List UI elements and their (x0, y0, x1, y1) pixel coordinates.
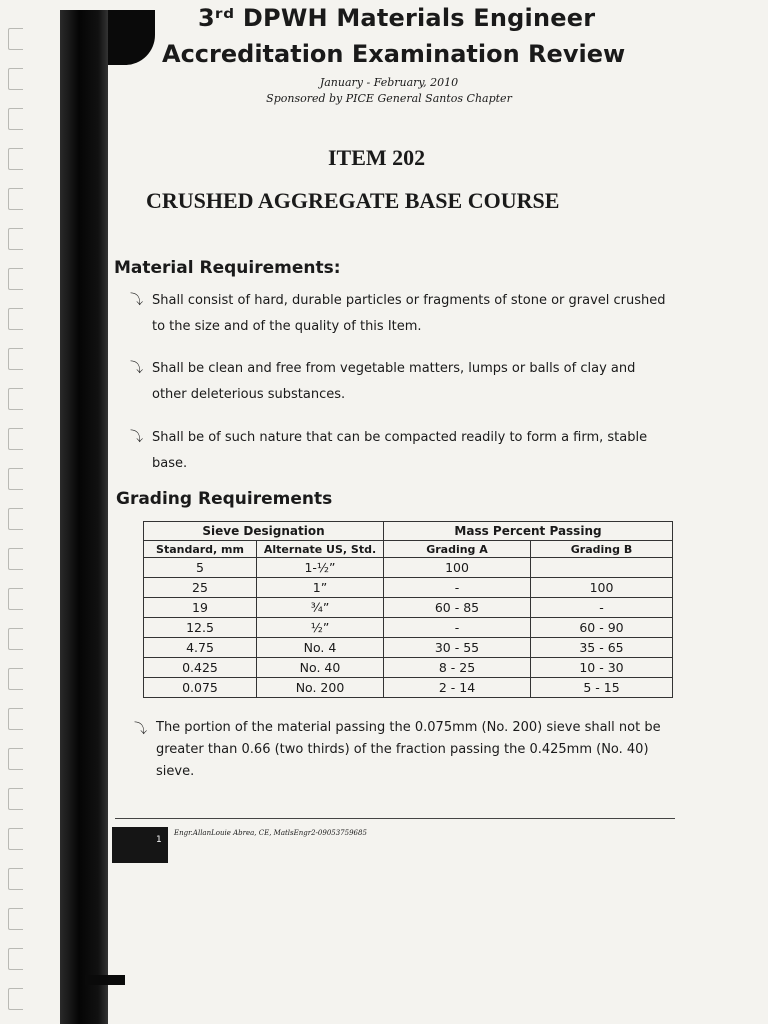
standard-cell: 12.5 (144, 618, 257, 638)
grading-b-cell (531, 558, 673, 578)
standard-mm-header: Standard, mm (144, 541, 257, 558)
alternate-cell: No. 200 (257, 678, 384, 698)
material-requirements-heading: Material Requirements: (114, 258, 341, 278)
arrow-bullet-icon: ⤵ (130, 430, 144, 445)
header-date: January - February, 2010 (319, 76, 459, 89)
grading-b-cell: 60 - 90 (531, 618, 673, 638)
header-line-1: 3ʳᵈ DPWH Materials Engineer (198, 4, 596, 32)
binding-spine (60, 10, 108, 1024)
alternate-cell: 1” (257, 578, 384, 598)
standard-cell: 0.425 (144, 658, 257, 678)
binding-holes (8, 20, 30, 1020)
grading-a-cell: 30 - 55 (384, 638, 531, 658)
standard-cell: 5 (144, 558, 257, 578)
grading-a-cell: 2 - 14 (384, 678, 531, 698)
alternate-cell: ¾” (257, 598, 384, 618)
mass-percent-passing-header: Mass Percent Passing (384, 522, 673, 541)
footer-rule (115, 818, 675, 819)
grading-b-cell: 10 - 30 (531, 658, 673, 678)
grading-b-cell: 5 - 15 (531, 678, 673, 698)
table-row (144, 558, 673, 578)
grading-a-header: Grading A (384, 541, 531, 558)
grading-b-header: Grading B (531, 541, 673, 558)
table-row (144, 658, 673, 678)
alternate-cell: ½” (257, 618, 384, 638)
grading-a-cell: 60 - 85 (384, 598, 531, 618)
alternate-us-header: Alternate US, Std. (257, 541, 384, 558)
material-bullet-text: Shall be of such nature that can be compacted readily to form a firm, stable base. (152, 430, 648, 471)
material-bullet (130, 425, 668, 477)
page-number-box (112, 827, 168, 863)
grading-b-cell: 35 - 65 (531, 638, 673, 658)
alternate-cell: No. 40 (257, 658, 384, 678)
grading-requirements-heading: Grading Requirements (116, 489, 333, 509)
grading-a-cell: 8 - 25 (384, 658, 531, 678)
table-row (144, 638, 673, 658)
standard-cell: 4.75 (144, 638, 257, 658)
header-sponsor: Sponsored by PICE General Santos Chapter (266, 92, 512, 105)
header-line-2: Accreditation Examination Review (162, 40, 626, 68)
arrow-bullet-icon: ⤵ (134, 722, 148, 737)
alternate-cell: 1-½” (257, 558, 384, 578)
standard-cell: 25 (144, 578, 257, 598)
grading-table (143, 521, 673, 698)
grading-b-cell: 100 (531, 578, 673, 598)
table-row (144, 618, 673, 638)
grading-note (134, 717, 668, 783)
table-row (144, 598, 673, 618)
material-bullet (130, 356, 668, 408)
sieve-designation-header: Sieve Designation (144, 522, 384, 541)
grading-a-cell: - (384, 578, 531, 598)
standard-cell: 0.075 (144, 678, 257, 698)
arrow-bullet-icon: ⤵ (130, 361, 144, 376)
grading-b-cell: - (531, 598, 673, 618)
table-row (144, 678, 673, 698)
table-row (144, 578, 673, 598)
material-bullet (130, 288, 668, 340)
material-bullet-text: Shall be clean and free from vegetable matters, lumps or balls of clay and other deleterious substances. (152, 361, 636, 402)
material-bullet-text: Shall consist of hard, durable particles or fragments of stone or gravel crushed to the size and of the quality of this Item. (152, 293, 666, 334)
footer-author: Engr.AllanLouie Abrea, CE, MatlsEngr2-09053759685 (174, 829, 367, 837)
standard-cell: 19 (144, 598, 257, 618)
alternate-cell: No. 4 (257, 638, 384, 658)
grading-note-text: The portion of the material passing the 0.075mm (No. 200) sieve shall not be greater than 0.66 (two thirds) of the fraction passing the 0.425mm (No. 40) sieve. (156, 720, 661, 779)
binding-foot (85, 975, 125, 985)
arrow-bullet-icon: ⤵ (130, 293, 144, 308)
page-number: 1 (156, 835, 162, 845)
grading-a-cell: 100 (384, 558, 531, 578)
grading-a-cell: - (384, 618, 531, 638)
item-number: ITEM 202 (328, 145, 426, 170)
item-title: CRUSHED AGGREGATE BASE COURSE (146, 188, 560, 213)
